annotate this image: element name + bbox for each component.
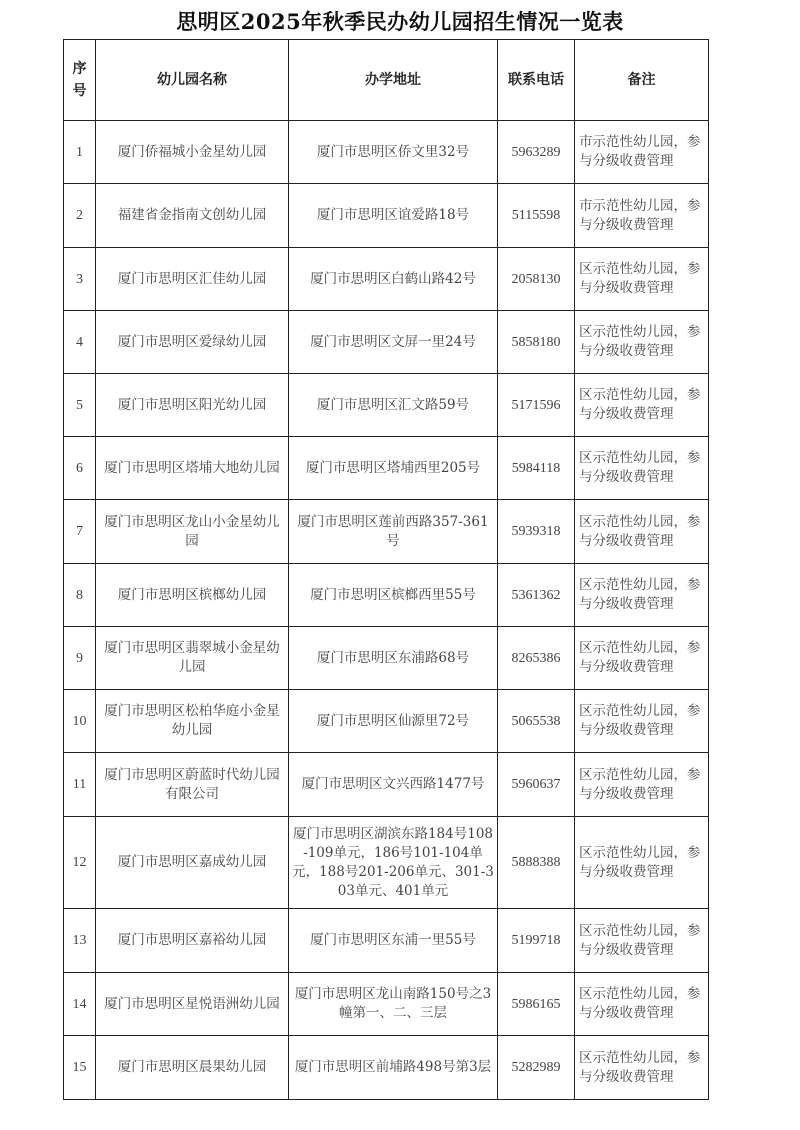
row-seq: 9 bbox=[64, 627, 96, 690]
row-phone: 5199718 bbox=[498, 909, 575, 973]
row-name: 厦门市思明区蔚蓝时代幼儿园有限公司 bbox=[96, 753, 289, 817]
row-seq: 2 bbox=[64, 184, 96, 248]
row-note: 区示范性幼儿园，参与分级收费管理 bbox=[575, 311, 709, 374]
row-address: 厦门市思明区东浦一里55号 bbox=[289, 909, 498, 973]
row-address: 厦门市思明区龙山南路150号之3幢第一、二、三层 bbox=[289, 973, 498, 1036]
row-name: 厦门市思明区汇佳幼儿园 bbox=[96, 248, 289, 311]
row-address: 厦门市思明区汇文路59号 bbox=[289, 374, 498, 437]
row-note: 区示范性幼儿园，参与分级收费管理 bbox=[575, 1036, 709, 1100]
row-seq: 1 bbox=[64, 121, 96, 184]
row-name: 福建省金指南文创幼儿园 bbox=[96, 184, 289, 248]
row-note: 区示范性幼儿园，参与分级收费管理 bbox=[575, 973, 709, 1036]
table-row bbox=[64, 374, 709, 437]
row-note: 区示范性幼儿园，参与分级收费管理 bbox=[575, 690, 709, 753]
table-row bbox=[64, 909, 709, 973]
table-row bbox=[64, 184, 709, 248]
row-note: 区示范性幼儿园，参与分级收费管理 bbox=[575, 374, 709, 437]
row-address: 厦门市思明区湖滨东路184号108-109单元，186号101-104单元，188号201-206单元、301-303单元、401单元 bbox=[289, 817, 498, 909]
table-row bbox=[64, 1036, 709, 1100]
header-note: 备注 bbox=[575, 40, 709, 121]
row-phone: 5963289 bbox=[498, 121, 575, 184]
row-note: 区示范性幼儿园，参与分级收费管理 bbox=[575, 817, 709, 909]
row-address: 厦门市思明区文屏一里24号 bbox=[289, 311, 498, 374]
row-name: 厦门市思明区龙山小金星幼儿园 bbox=[96, 500, 289, 564]
table-header-row bbox=[64, 40, 709, 121]
table-row bbox=[64, 817, 709, 909]
row-name: 厦门市思明区阳光幼儿园 bbox=[96, 374, 289, 437]
table-row bbox=[64, 248, 709, 311]
row-note: 区示范性幼儿园，参与分级收费管理 bbox=[575, 564, 709, 627]
row-seq: 4 bbox=[64, 311, 96, 374]
header-address: 办学地址 bbox=[289, 40, 498, 121]
table-row bbox=[64, 500, 709, 564]
row-phone: 5282989 bbox=[498, 1036, 575, 1100]
row-address: 厦门市思明区前埔路498号第3层 bbox=[289, 1036, 498, 1100]
table-row bbox=[64, 627, 709, 690]
table-row bbox=[64, 121, 709, 184]
row-address: 厦门市思明区莲前西路357-361号 bbox=[289, 500, 498, 564]
table-row bbox=[64, 973, 709, 1036]
row-name: 厦门市思明区爱绿幼儿园 bbox=[96, 311, 289, 374]
row-name: 厦门侨福城小金星幼儿园 bbox=[96, 121, 289, 184]
kindergarten-table bbox=[63, 39, 709, 1100]
row-note: 区示范性幼儿园，参与分级收费管理 bbox=[575, 500, 709, 564]
row-seq: 12 bbox=[64, 817, 96, 909]
row-name: 厦门市思明区星悦语洲幼儿园 bbox=[96, 973, 289, 1036]
row-seq: 8 bbox=[64, 564, 96, 627]
row-name: 厦门市思明区槟榔幼儿园 bbox=[96, 564, 289, 627]
row-name: 厦门市思明区晨果幼儿园 bbox=[96, 1036, 289, 1100]
row-phone: 5858180 bbox=[498, 311, 575, 374]
row-phone: 8265386 bbox=[498, 627, 575, 690]
table-row bbox=[64, 753, 709, 817]
row-phone: 5939318 bbox=[498, 500, 575, 564]
row-phone: 5171596 bbox=[498, 374, 575, 437]
row-name: 厦门市思明区翡翠城小金星幼儿园 bbox=[96, 627, 289, 690]
table-row bbox=[64, 437, 709, 500]
row-address: 厦门市思明区白鹤山路42号 bbox=[289, 248, 498, 311]
row-note: 市示范性幼儿园，参与分级收费管理 bbox=[575, 121, 709, 184]
row-seq: 11 bbox=[64, 753, 96, 817]
row-seq: 7 bbox=[64, 500, 96, 564]
row-phone: 5984118 bbox=[498, 437, 575, 500]
row-address: 厦门市思明区侨文里32号 bbox=[289, 121, 498, 184]
row-seq: 3 bbox=[64, 248, 96, 311]
table-row bbox=[64, 564, 709, 627]
row-name: 厦门市思明区塔埔大地幼儿园 bbox=[96, 437, 289, 500]
row-phone: 5888388 bbox=[498, 817, 575, 909]
row-address: 厦门市思明区仙源里72号 bbox=[289, 690, 498, 753]
row-phone: 5115598 bbox=[498, 184, 575, 248]
row-name: 厦门市思明区松柏华庭小金星幼儿园 bbox=[96, 690, 289, 753]
header-phone: 联系电话 bbox=[498, 40, 575, 121]
row-note: 区示范性幼儿园，参与分级收费管理 bbox=[575, 909, 709, 973]
row-note: 区示范性幼儿园，参与分级收费管理 bbox=[575, 437, 709, 500]
table-row bbox=[64, 690, 709, 753]
header-seq: 序号 bbox=[64, 40, 96, 121]
row-address: 厦门市思明区塔埔西里205号 bbox=[289, 437, 498, 500]
row-phone: 5065538 bbox=[498, 690, 575, 753]
header-name: 幼儿园名称 bbox=[96, 40, 289, 121]
row-seq: 14 bbox=[64, 973, 96, 1036]
row-seq: 5 bbox=[64, 374, 96, 437]
document-title: 思明区2025年秋季民办幼儿园招生情况一览表 bbox=[176, 9, 624, 34]
row-seq: 13 bbox=[64, 909, 96, 973]
row-phone: 5986165 bbox=[498, 973, 575, 1036]
row-phone: 2058130 bbox=[498, 248, 575, 311]
row-address: 厦门市思明区槟榔西里55号 bbox=[289, 564, 498, 627]
table-row bbox=[64, 311, 709, 374]
row-name: 厦门市思明区嘉裕幼儿园 bbox=[96, 909, 289, 973]
row-note: 区示范性幼儿园，参与分级收费管理 bbox=[575, 627, 709, 690]
row-address: 厦门市思明区文兴西路1477号 bbox=[289, 753, 498, 817]
row-name: 厦门市思明区嘉成幼儿园 bbox=[96, 817, 289, 909]
row-note: 区示范性幼儿园，参与分级收费管理 bbox=[575, 753, 709, 817]
row-seq: 10 bbox=[64, 690, 96, 753]
row-phone: 5361362 bbox=[498, 564, 575, 627]
row-seq: 15 bbox=[64, 1036, 96, 1100]
row-note: 市示范性幼儿园，参与分级收费管理 bbox=[575, 184, 709, 248]
row-note: 区示范性幼儿园，参与分级收费管理 bbox=[575, 248, 709, 311]
row-seq: 6 bbox=[64, 437, 96, 500]
row-phone: 5960637 bbox=[498, 753, 575, 817]
row-address: 厦门市思明区谊爱路18号 bbox=[289, 184, 498, 248]
row-address: 厦门市思明区东浦路68号 bbox=[289, 627, 498, 690]
